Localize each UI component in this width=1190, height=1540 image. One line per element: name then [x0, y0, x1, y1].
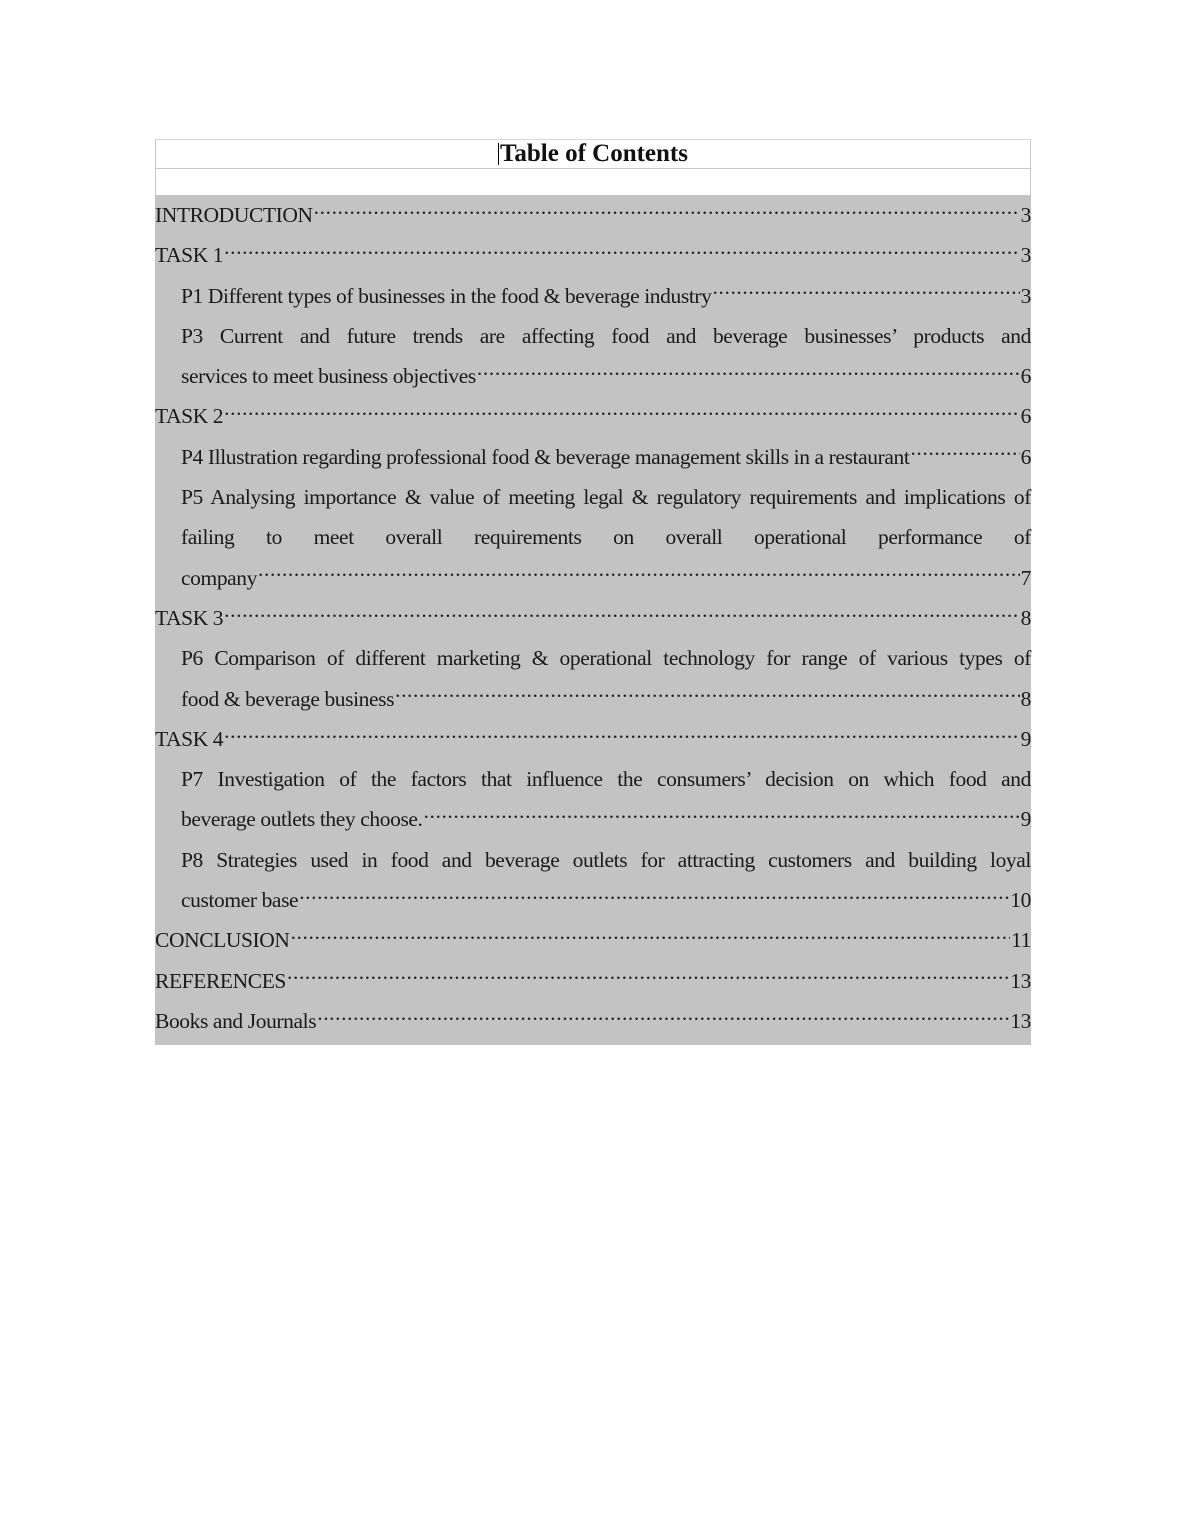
toc-entry-text: TASK 2 — [155, 404, 224, 429]
toc-entry[interactable] — [155, 840, 1031, 921]
toc-entries — [155, 195, 1031, 1045]
toc-entry[interactable] — [155, 719, 1031, 759]
toc-page-number: 3 — [1020, 243, 1031, 268]
toc-entry-line — [181, 880, 1031, 920]
toc-entry-line — [155, 396, 1031, 436]
table-of-contents — [155, 139, 1031, 1045]
toc-entry-line — [181, 558, 1031, 598]
toc-entry[interactable] — [155, 598, 1031, 638]
dot-leader — [424, 805, 1020, 827]
toc-title: Table of Contents — [500, 140, 688, 167]
dot-leader — [224, 402, 1019, 424]
toc-entry-line — [181, 276, 1031, 316]
toc-entry-line — [155, 719, 1031, 759]
toc-entry-line — [155, 961, 1031, 1001]
dot-leader — [224, 724, 1019, 746]
dot-leader — [395, 684, 1020, 706]
toc-entry-text-lead: P6 Comparison of different marketing & operational technology for range of various types of — [181, 646, 1031, 671]
toc-entry-text-lead: P5 Analysing importance & value of meeting legal & regulatory requirements and implications of failing to meet overall requirements on overall operational performance of — [181, 485, 1031, 550]
toc-entry-line — [181, 437, 1031, 477]
toc-page-number: 3 — [1020, 283, 1031, 308]
dot-leader — [713, 281, 1020, 303]
toc-entry[interactable] — [155, 316, 1031, 397]
text-cursor — [498, 143, 499, 165]
toc-page-number: 3 — [1020, 203, 1031, 227]
toc-entry[interactable] — [155, 276, 1031, 316]
toc-entry-text: TASK 1 — [155, 243, 224, 268]
toc-entry[interactable] — [155, 1001, 1031, 1041]
toc-title-box[interactable] — [155, 139, 1031, 169]
toc-page-number: 6 — [1020, 364, 1031, 389]
toc-entry-text: P4 Illustration regarding professional food & beverage management skills in a restaurant — [181, 444, 910, 469]
toc-page-number: 6 — [1020, 444, 1031, 469]
toc-page-number: 8 — [1020, 686, 1031, 711]
toc-page-number: 13 — [1010, 968, 1031, 993]
toc-entry[interactable] — [155, 195, 1031, 235]
toc-entry-line — [181, 356, 1031, 396]
toc-entry[interactable] — [155, 396, 1031, 436]
toc-page-number: 11 — [1011, 928, 1031, 953]
toc-page-number: 13 — [1010, 1008, 1031, 1033]
dot-leader — [224, 603, 1019, 625]
dot-leader — [314, 201, 1020, 223]
toc-entry-text: REFERENCES — [155, 968, 286, 993]
dot-leader — [224, 241, 1019, 263]
toc-entry-line — [155, 235, 1031, 275]
toc-entry-line — [181, 799, 1031, 839]
toc-entry-line — [155, 1001, 1031, 1041]
toc-entry[interactable] — [155, 477, 1031, 598]
toc-entry-text: TASK 3 — [155, 605, 224, 630]
toc-entry-text: beverage outlets they choose. — [181, 807, 423, 832]
dot-leader — [258, 563, 1020, 585]
toc-page-number: 10 — [1010, 888, 1031, 913]
toc-title-spacer — [155, 169, 1031, 195]
toc-entry[interactable] — [155, 235, 1031, 275]
toc-entry[interactable] — [155, 638, 1031, 719]
toc-entry-text: Books and Journals — [155, 1008, 317, 1033]
toc-entry[interactable] — [155, 961, 1031, 1001]
toc-entry-text: TASK 4 — [155, 726, 224, 751]
dot-leader — [477, 362, 1020, 384]
toc-entry-text-lead: P3 Current and future trends are affecting food and beverage businesses’ products and — [181, 323, 1031, 348]
dot-leader — [291, 926, 1011, 948]
dot-leader — [299, 886, 1009, 908]
toc-entry-line — [155, 920, 1031, 960]
toc-entry-text: services to meet business objectives — [181, 364, 476, 389]
toc-page-number: 6 — [1020, 404, 1031, 429]
toc-entry-text: customer base — [181, 888, 299, 913]
toc-entry[interactable] — [155, 759, 1031, 840]
toc-entry-text-lead: P8 Strategies used in food and beverage outlets for attracting customers and building loyal — [181, 847, 1031, 872]
toc-page-number: 7 — [1020, 565, 1031, 590]
dot-leader — [317, 1006, 1009, 1028]
toc-entry-line — [181, 679, 1031, 719]
toc-entry-text: CONCLUSION — [155, 928, 290, 953]
toc-page-number: 9 — [1020, 726, 1031, 751]
toc-entry-line — [155, 195, 1031, 235]
toc-entry-text: INTRODUCTION — [155, 203, 313, 227]
dot-leader — [910, 442, 1019, 464]
toc-page-number: 8 — [1020, 605, 1031, 630]
toc-entry-text: P1 Different types of businesses in the food & beverage industry — [181, 283, 712, 308]
toc-entry-text-lead: P7 Investigation of the factors that influence the consumers’ decision on which food and — [181, 767, 1031, 792]
toc-entry-line — [155, 598, 1031, 638]
toc-entry[interactable] — [155, 920, 1031, 960]
toc-entry-text: food & beverage business — [181, 686, 395, 711]
dot-leader — [287, 966, 1009, 988]
toc-page-number: 9 — [1020, 807, 1031, 832]
toc-entry[interactable] — [155, 437, 1031, 477]
toc-entry-text: company — [181, 565, 258, 590]
